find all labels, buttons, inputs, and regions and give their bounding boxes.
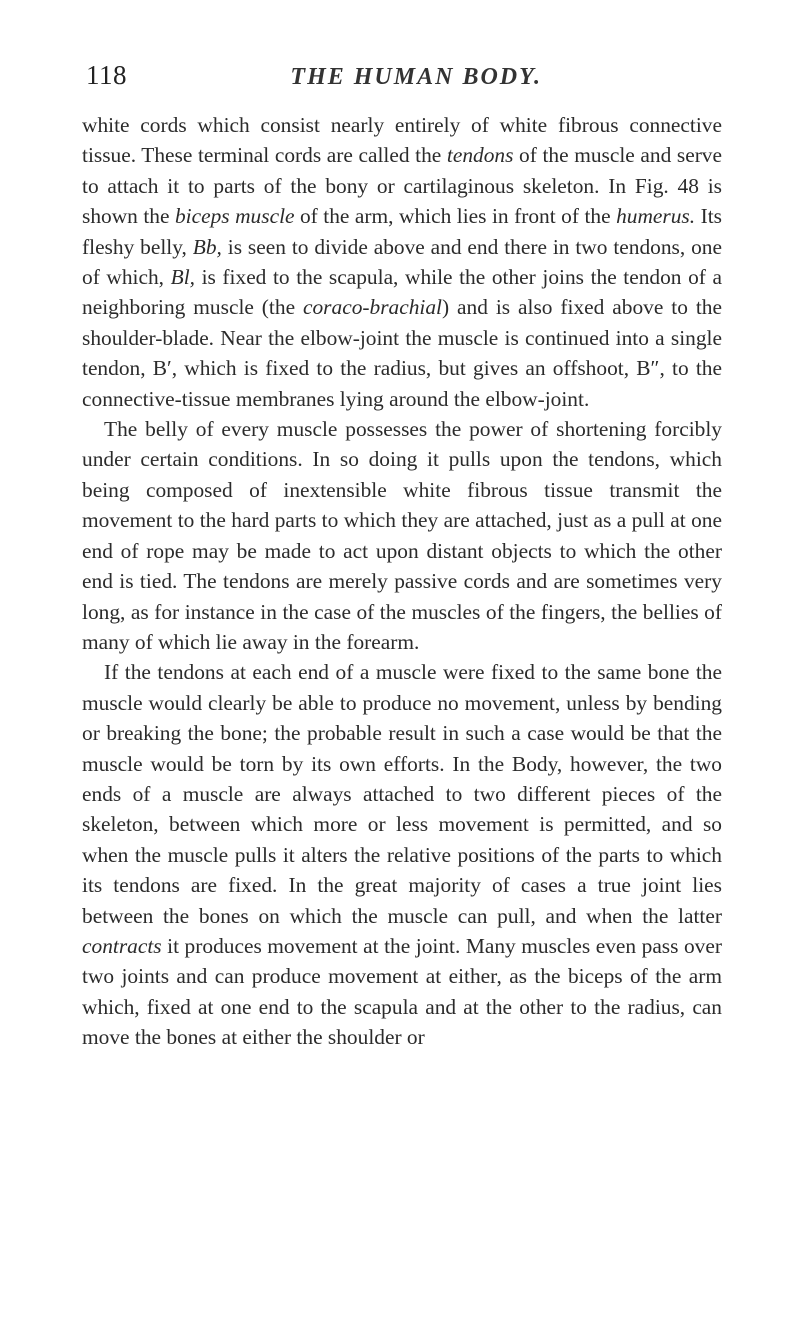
text-run: white cords which consist nearly entirely of white fibrous connective tissue. These terminal cords are called the: [82, 113, 722, 168]
paragraph: [82, 414, 722, 657]
text-run: is fixed to the scapula, while the other joins the tendon of a neighboring muscle (the: [82, 265, 722, 320]
body-text: [82, 110, 722, 1053]
running-title: THE HUMAN BODY.: [290, 64, 542, 90]
italic-text: humerus.: [616, 204, 696, 229]
text-run: ) and is also fixed above to the shoulder-blade. Near the elbow-joint the muscle is continued into a single tendon, B′, which is fixed to the radius, but gives an offshoot, B″, to the connective-tissue membranes lying around the elbow-joint.: [82, 295, 722, 411]
page-number: 118: [86, 60, 127, 90]
text-run: of the muscle and serve to attach it to parts of the bony or cartilaginous skeleton. In Fig. 48 is shown the: [82, 143, 723, 229]
page-header: [86, 60, 722, 104]
italic-text: Bl,: [170, 265, 195, 290]
text-run: of the arm, which lies in front of the: [294, 204, 617, 229]
text-run: The belly of every muscle possesses the power of shortening forcibly under certain conditions. In so doing it pulls upon the tendons, which being composed of inextensible white fibrous tissue transmit the movement to the hard parts to which they are attached, just as a pull at one end of rope may be made to act upon distant objects to which the other end is tied. The tendons are merely passive cords and are sometimes very long, as for instance in the case of the muscles of the fingers, the bellies of many of which lie away in the forearm.: [82, 417, 722, 654]
paragraph: [82, 110, 722, 414]
text-run: Its fleshy belly,: [82, 204, 722, 259]
text-run: If the tendons at each end of a muscle were fixed to the same bone the muscle would clearly be able to produce no movement, unless by bending or breaking the bone; the probable result in such a case would be that the muscle would be torn by its own efforts. In the Body, however, the two ends of a muscle are always attached to two different pieces of the skeleton, between which more or less movement is permitted, and so when the muscle pulls it alters the relative positions of the parts to which its tendons are fixed. In the great majority of cases a true joint lies between the bones on which the muscle can pull, and when the latter: [82, 660, 722, 928]
paragraph: [82, 657, 722, 1052]
text-run: it produces movement at the joint. Many muscles even pass over two joints and can produce movement at either, as the biceps of the arm which, fixed at one end to the scapula and at the other to the radius, can move the bones at either the shoulder or: [82, 933, 722, 1050]
italic-text: tendons: [446, 143, 514, 168]
italic-text: contracts: [82, 933, 162, 958]
italic-text: coraco-brachial: [302, 295, 442, 320]
italic-text: Bb,: [192, 234, 222, 259]
text-run: is seen to divide above and end there in two tendons, one of which,: [82, 234, 722, 290]
italic-text: biceps muscle: [174, 204, 295, 229]
